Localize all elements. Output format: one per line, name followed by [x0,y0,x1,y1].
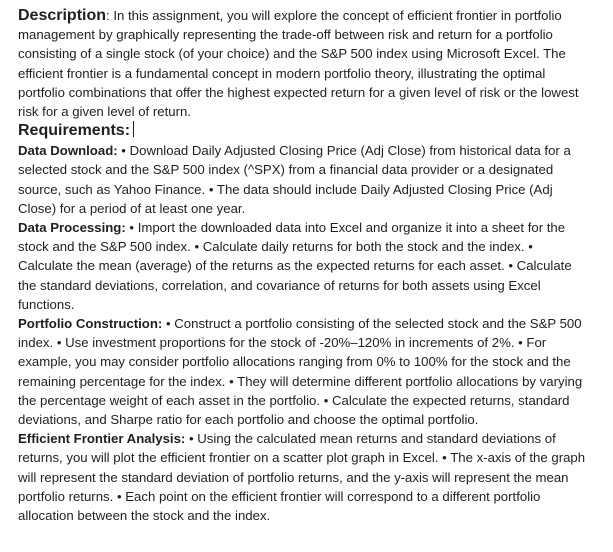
section-label-data-processing: Data Processing: [18,220,126,236]
section-efficient-frontier-analysis [18,429,588,525]
section-text-data-download: • Download Daily Adjusted Closing Price (Adj Close) from historical data for a selected stock and the S&P 500 index (^SPX) from a financial data provider or a designated source, such as Yahoo Finance. • The data should include Daily Adjusted Closing Price (Adj Close) for a period of at least one year. [18,143,571,216]
assignment-document [18,6,588,525]
section-label-efficient-frontier-analysis: Efficient Frontier Analysis: [18,431,186,447]
section-text-efficient-frontier-analysis: • Using the calculated mean returns and standard deviations of returns, you will plot the efficient frontier on a scatter plot graph in Excel. • The x-axis of the graph will represent the standard deviation of portfolio returns, and the y-axis will represent the mean portfolio returns. • Each point on the efficient frontier will correspond to a different portfolio allocation between the stock and the index. [18,431,586,524]
section-data-download [18,141,588,218]
section-label-data-download: Data Download: [18,143,118,159]
requirements-heading-text: Requirements: [18,122,131,140]
description-body: : In this assignment, you will explore the concept of efficient frontier in portfolio management by graphically representing the trade-off between risk and return for a portfolio consisting of a single stock (of your choice) and the S&P 500 index using Microsoft Excel. The efficient frontier is a fundamental concept in modern portfolio theory, illustrating the optimal portfolio combinations that offer the highest expected return for a given level of risk or the lowest risk for a given level of return. [18,8,579,120]
section-label-portfolio-construction: Portfolio Construction: [18,316,163,332]
section-text-portfolio-construction: • Construct a portfolio consisting of the selected stock and the S&P 500 index. • Use investment proportions for the stock of -20%–120% in increments of 2%. • For example, you may consider portfolio allocations ranging from 0% to 100% for the stock and the remaining percentage for the index. • They will determine different portfolio allocations by varying the percentage weight of each asset in the portfolio. • Calculate the expected returns, standard deviations, and Sharpe ratio for each portfolio and choose the optimal portfolio. [18,316,583,428]
text-cursor [133,121,134,137]
description-paragraph [18,6,588,121]
requirements-heading [18,121,588,141]
section-portfolio-construction [18,314,588,429]
section-text-data-processing: • Import the downloaded data into Excel and organize it into a sheet for the stock and the S&P 500 index. • Calculate daily returns for both the stock and the index. • Calculate the mean (average) of the returns as the expected returns for each asset. • Calculate the standard deviations, correlation, and covariance of returns for both assets using Excel functions. [18,220,572,312]
description-heading: Description [18,7,107,24]
section-data-processing [18,218,588,314]
